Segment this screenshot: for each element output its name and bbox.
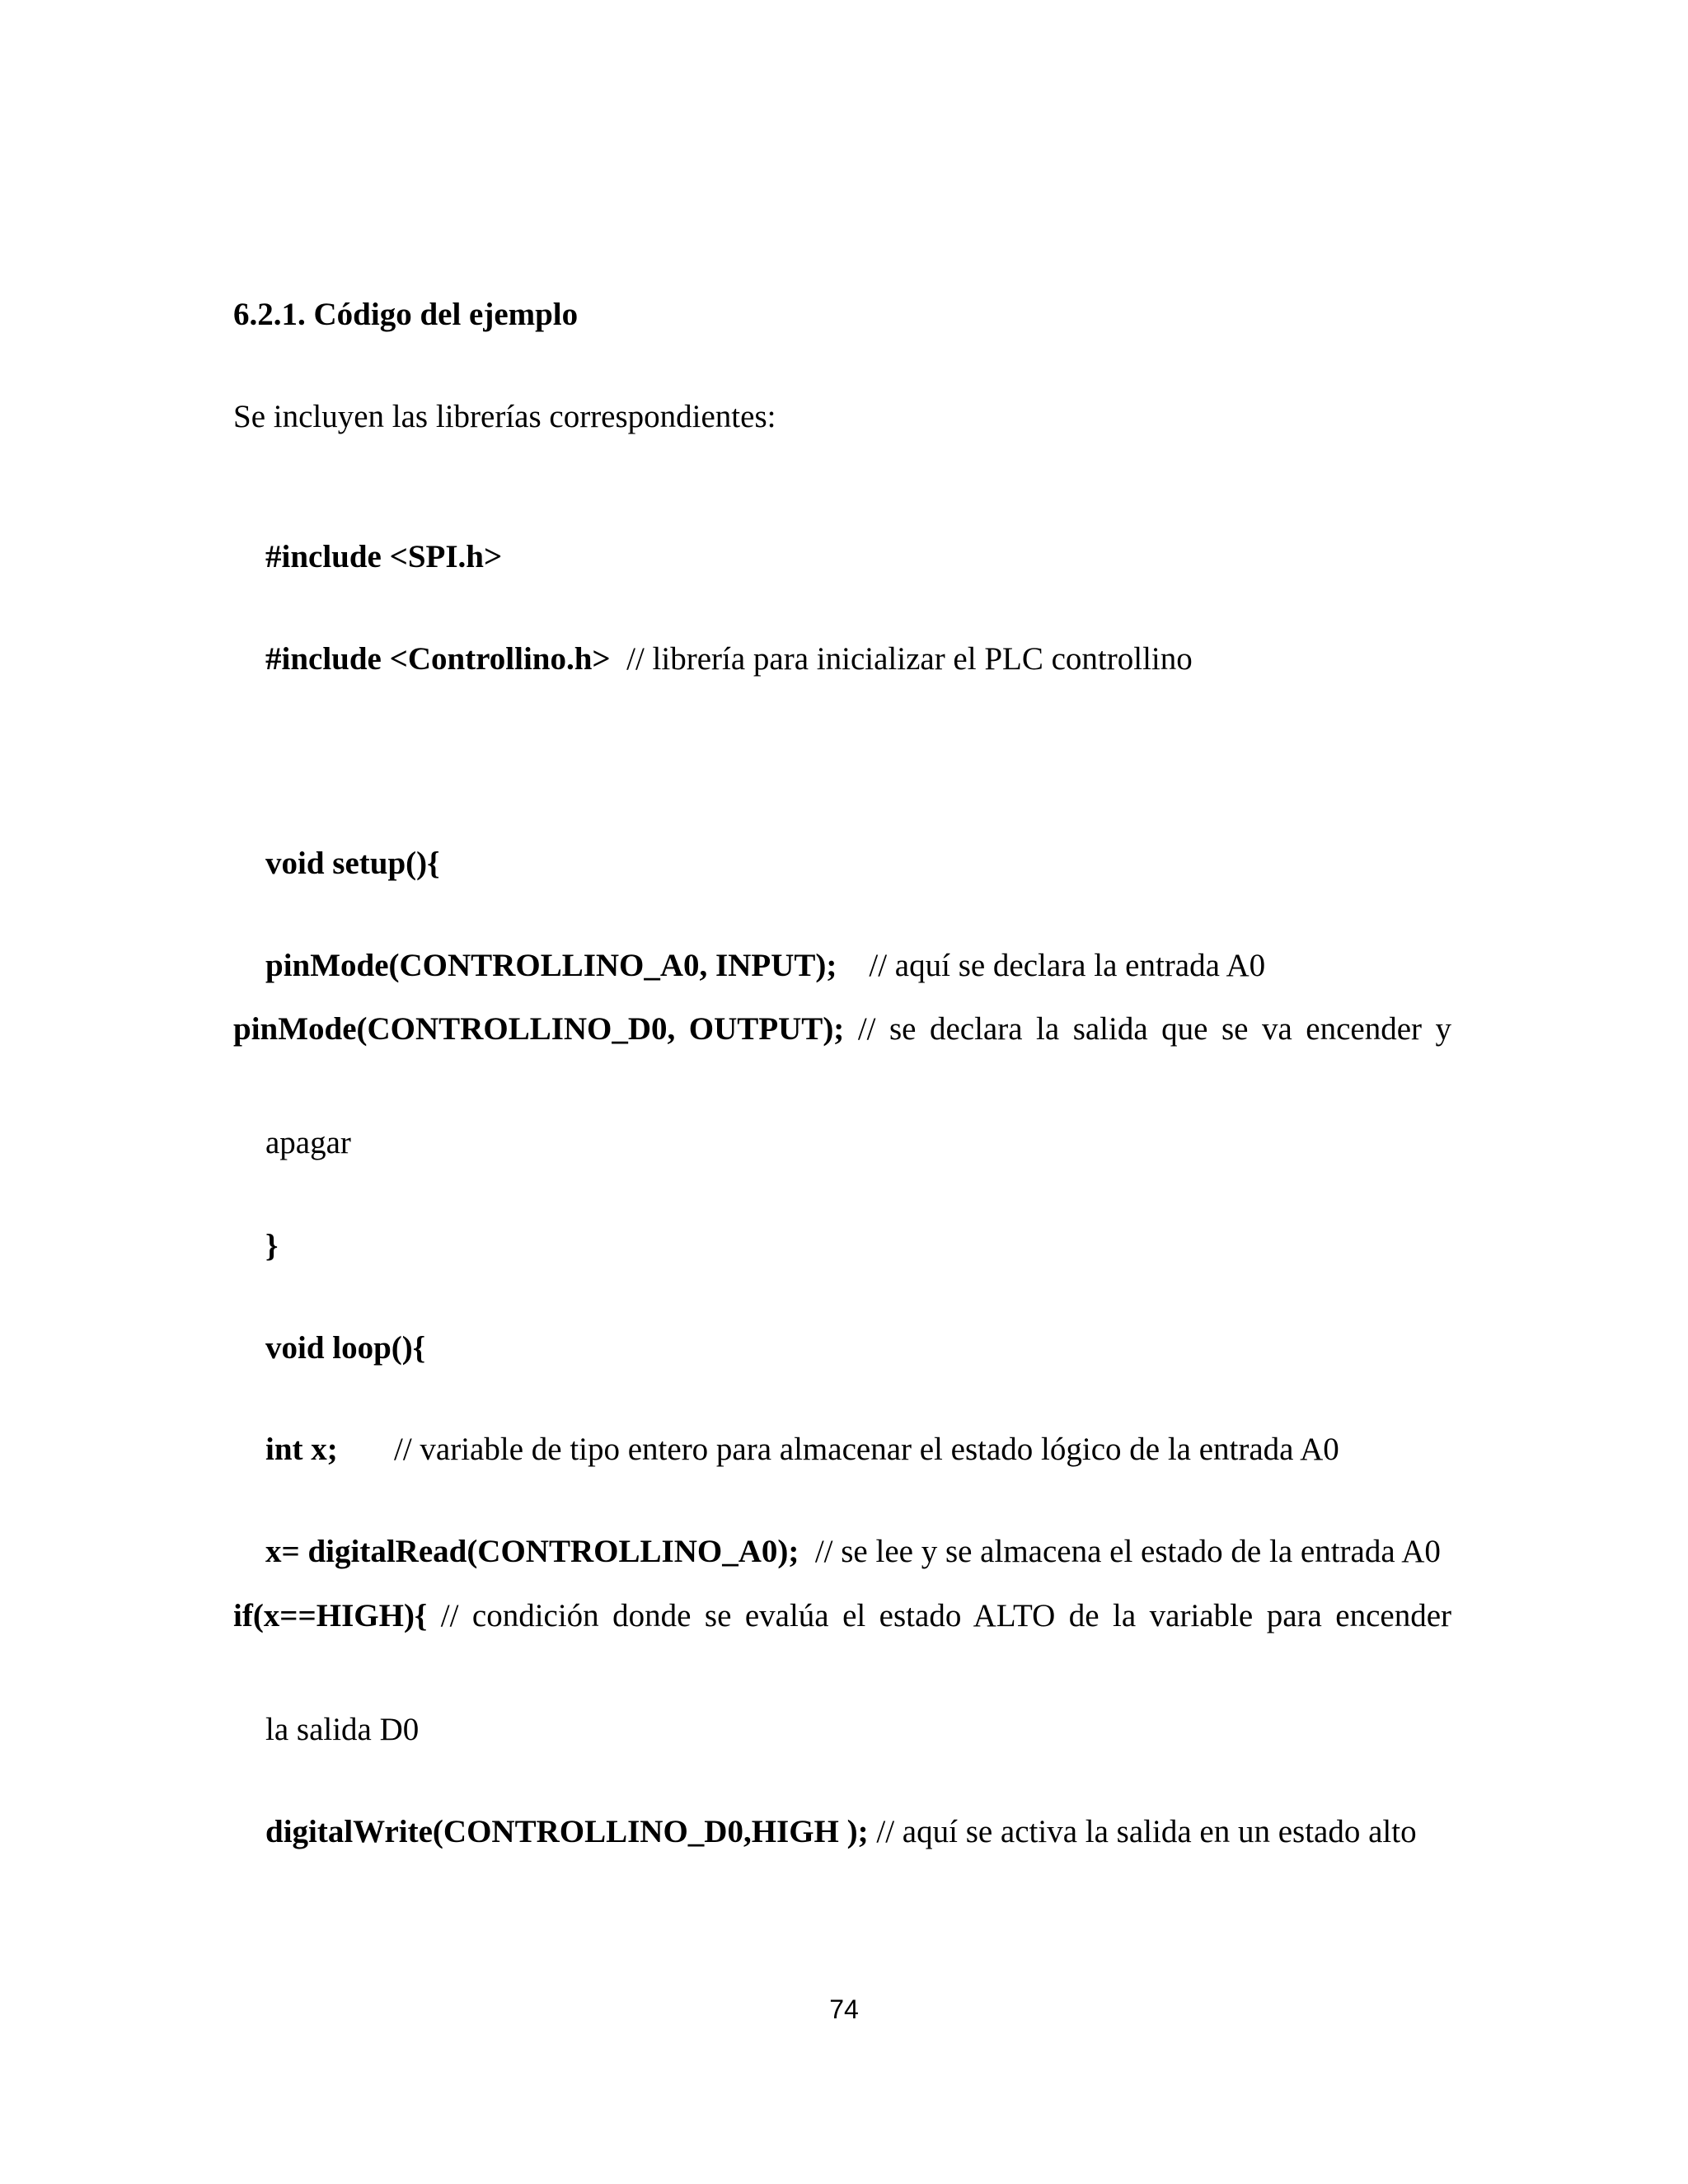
code-comment: apagar (265, 1125, 351, 1160)
code-text: void setup(){ (265, 846, 440, 881)
code-comment: // variable de tipo entero para almacenar el estado lógico de la entrada A0 (337, 1432, 1339, 1467)
code-line-int-x (233, 1393, 1339, 1507)
code-line-include-controllino (233, 602, 1193, 716)
code-line-digitalread (233, 1495, 1441, 1609)
code-text: #include <Controllino.h> (265, 641, 611, 677)
code-line-void-setup (233, 807, 439, 921)
code-comment: // condición donde se evalúa el estado ALTO de la variable para encender (427, 1598, 1451, 1633)
code-line-if-high (233, 1597, 1451, 1635)
code-comment: la salida D0 (265, 1712, 420, 1747)
code-line-void-loop (233, 1291, 425, 1405)
code-text: } (265, 1228, 279, 1263)
code-line-include-spi (233, 500, 502, 614)
code-line-continuation-apagar (233, 1086, 351, 1200)
code-comment: // se lee y se almacena el estado de la entrada A0 (799, 1534, 1441, 1569)
code-text: int x; (265, 1432, 338, 1467)
code-comment: // se declara la salida que se va encender y (844, 1011, 1452, 1047)
intro-text: Se incluyen las librerías correspondientes: (233, 399, 776, 434)
page-number: 74 (829, 1994, 859, 2024)
code-text: void loop(){ (265, 1330, 426, 1366)
code-comment: // aquí se activa la salida en un estado alto (868, 1814, 1417, 1849)
code-line-pinmode-a0 (233, 909, 1265, 1023)
code-comment: // librería para inicializar el PLC controllino (610, 641, 1193, 677)
code-line-continuation-salida (233, 1673, 419, 1787)
code-comment: // aquí se declara la entrada A0 (837, 948, 1266, 983)
code-text: x= digitalRead(CONTROLLINO_A0); (265, 1534, 799, 1569)
code-text: #include <SPI.h> (265, 539, 503, 574)
code-line-pinmode-d0 (233, 1010, 1451, 1048)
code-text: pinMode(CONTROLLINO_D0, OUTPUT); (233, 1011, 845, 1047)
code-line-digitalwrite (233, 1775, 1417, 1889)
code-text: if(x==HIGH){ (233, 1598, 428, 1633)
code-text: digitalWrite(CONTROLLINO_D0,HIGH ); (265, 1814, 869, 1849)
code-text: pinMode(CONTROLLINO_A0, INPUT); (265, 948, 837, 983)
code-line-close-brace (233, 1189, 278, 1303)
section-heading: 6.2.1. Código del ejemplo (233, 297, 579, 332)
